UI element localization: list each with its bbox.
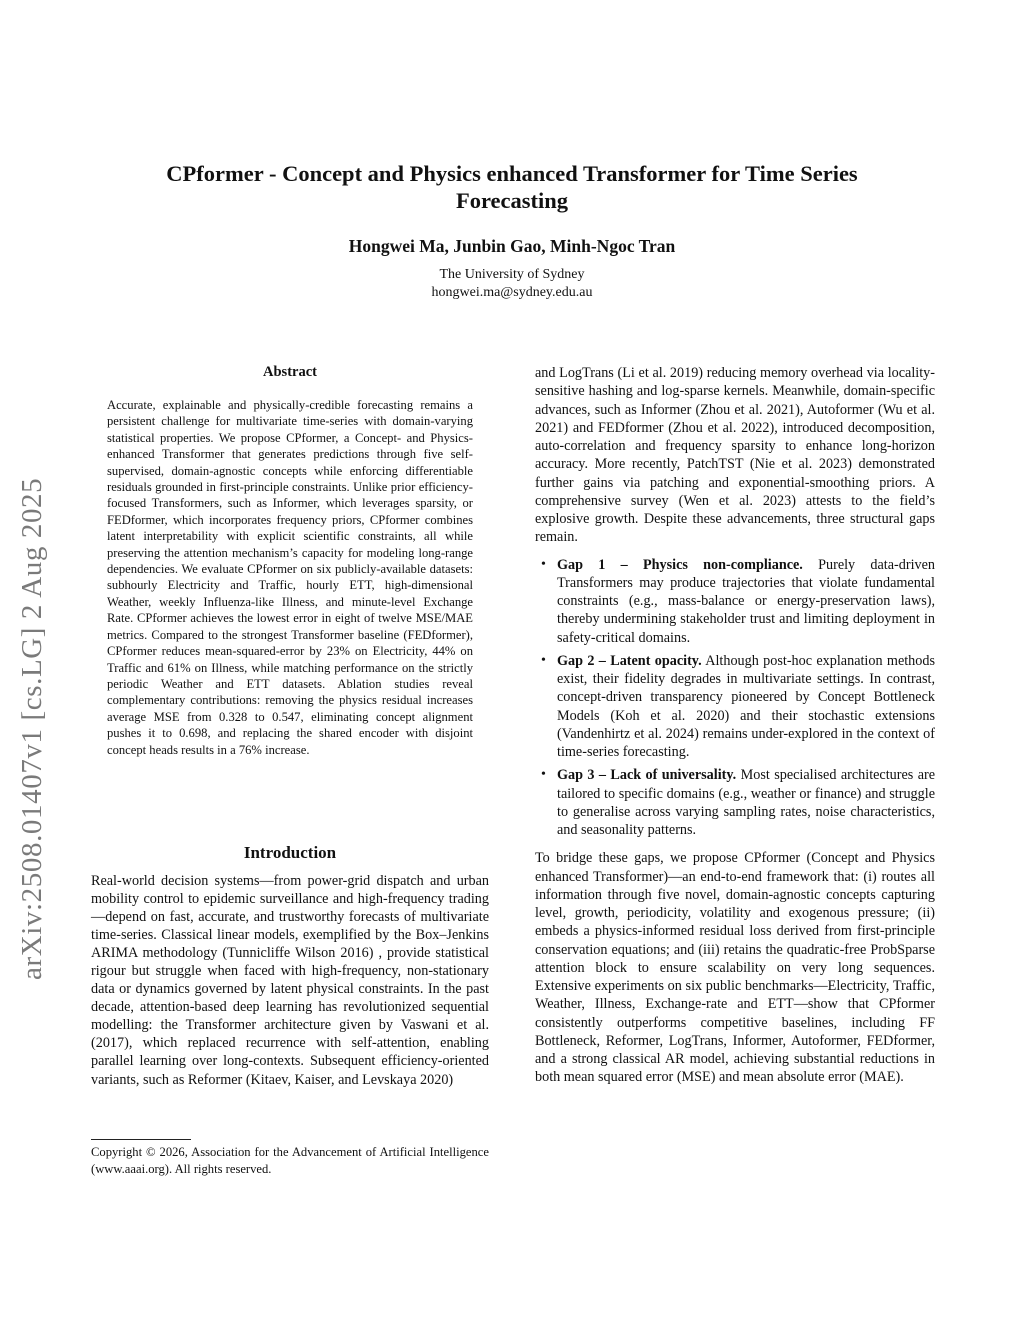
abstract-text: Accurate, explainable and physically-credible forecasting remains a persistent challenge for multivariate time-series with domain-varying statistical properties. We propose CPformer, a Concept- and Physics-enhanced Transformer that generates predictions through five self-supervised, domain-agnostic concepts while enforcing differentiable residuals grounded in first-principle constraints. Unlike prior efficiency-focused Transformers, such as Informer, which leverages sparsity, or FEDformer, which incorporates frequency priors, CPformer combines latent interpretability with explicit scientific constraints, all while preserving the attention mechanism’s capacity for modeling long-range dependencies. We evaluate CPformer on six publicly-available datasets: subhourly Electricity and Traffic, hourly ETT, high-dimensional Weather, weekly Influenza-like Illness, and minute-level Exchange Rate. CPformer achieves the lowest error in eight of twelve MSE/MAE metrics. Compared to the strongest Transformer baseline (FEDformer), CPformer reduces mean-squared-error by 23% on Electricity, 44% on Traffic and 61% on Illness, while matching performance on the strictly periodic Weather and ETT datasets. Ablation studies reveal complementary contributions: removing the physics residual increases average MSE from 0.328 to 0.547, eliminating concept alignment pushes it to 0.698, and replacing the shared encoder with disjoint concept heads results in a 76% increase. [107,398,473,757]
gap-text: Although post-hoc explanation methods exist, their fidelity degrades in multivariate settings. In contrast, concept-driven transparency pioneered by Concept Bottleneck Models (Koh et al. 2020) and their stochastic extensions (Vandenhirtz et al. 2024) remains under-explored in the context of time-series forecasting. [557,652,935,760]
email: hongwei.ma@sydney.edu.au [431,285,593,300]
bullet-icon: • [541,556,546,572]
bullet-icon: • [541,652,546,668]
gap-text: Most specialised architectures are tailored to specific domains (e.g., weather or finance) and struggle to generalise across varying sampling rates, noise characteristics, and seasonality patterns. [557,767,936,838]
introduction-paragraph-1-continued: and LogTrans (Li et al. 2019) reducing memory overhead via locality-sensitive hashing and log-sparse kernels. Meanwhile, domain-specific advances, such as Informer (Zhou et al. 2021), Autoformer (Wu et al. 2021) and FEDformer (Zhou et al. 2022), introduced decomposition, auto-correlation and frequency sparsity to enhance long-horizon accuracy. More recently, PatchTST (Nie et al. 2023) demonstrated further gains via patching and exponential-smoothing priors. A comprehensive survey (Wen et al. 2023) attests to the field’s explosive growth. Despite these advancements, three structural gaps remain. [535,365,935,546]
affiliation-block [112,266,912,302]
introduction-heading: Introduction [243,843,337,862]
gap-label: Gap 1 – Physics non-compliance. [557,556,803,573]
gap-list [535,556,935,840]
arxiv-identifier: arXiv:2508.01407v1 [cs.LG] 2 Aug 2025 [16,477,48,980]
abstract-heading: Abstract [263,364,317,380]
gap-item [535,556,935,647]
copyright-footnote: Copyright © 2026, Association for the Advancement of Artificial Intelligence (www.aaai.org). All rights reserved. [91,1145,489,1176]
gap-item [535,766,935,839]
introduction-paragraph-2: To bridge these gaps, we propose CPformer (Concept and Physics enhanced Transformer)—an end-to-end framework that: (i) routes all information through five novel, domain-agnostic concepts capturing level, growth, periodicity, volatility and exogenous pressure; (ii) embeds a physics-informed residual loss derived from first-principle conservation equations; and (iii) retains the quadratic-free ProbSparse attention block to ensure scalability on very long sequences. Extensive experiments on six public benchmarks—Electricity, Traffic, Weather, Illness, Exchange-rate and ETT—show that CPformer consistently outperforms competitive baselines, including FF Bottleneck, Reformer, LogTrans, Informer, Autoformer, FEDformer, and a strong classical AR model, achieving substantial reductions in both mean squared error (MSE) and mean absolute error (MAE). [535,850,935,1086]
gap-label: Gap 3 – Lack of universality. [557,767,737,784]
author-list: Hongwei Ma, Junbin Gao, Minh-Ngoc Tran [348,236,676,256]
gap-text: Purely data-driven Transformers may produce trajectories that violate fundamental constraints (e.g., mass-balance or energy-preservation laws), thereby undermining stakeholder trust and limiting deployment in safety-critical domains. [557,556,935,646]
introduction-paragraph-1: Real-world decision systems—from power-grid dispatch and urban mobility control to epidemic surveillance and high-frequency trading—depend on fast, accurate, and trustworthy forecasts of multivariate time-series. Classical linear models, exemplified by the Box–Jenkins ARIMA methodology (Tunnicliffe Wilson 2016) , provide statistical rigour but struggle when faced with high-frequency, non-stationary data or dynamics governed by latent physical constraints. In the past decade, attention-based deep learning has revolutionized sequential modelling: the Transformer architecture given by Vaswani et al. (2017), which replaced recurrence with self-attention, enabling parallel learning over long-contexts. Subsequent efficiency-oriented variants, such as Reformer (Kitaev, Kaiser, and Levskaya 2020) [91,873,489,1088]
footnote-rule [91,1139,191,1140]
gap-label: Gap 2 – Latent opacity. [557,652,702,669]
gap-item [535,652,935,762]
affiliation: The University of Sydney [439,267,585,282]
paper-title: CPformer - Concept and Physics enhanced Transformer for Time Series Forecasting [166,161,858,213]
right-column [535,364,935,1087]
bullet-icon: • [541,767,546,783]
